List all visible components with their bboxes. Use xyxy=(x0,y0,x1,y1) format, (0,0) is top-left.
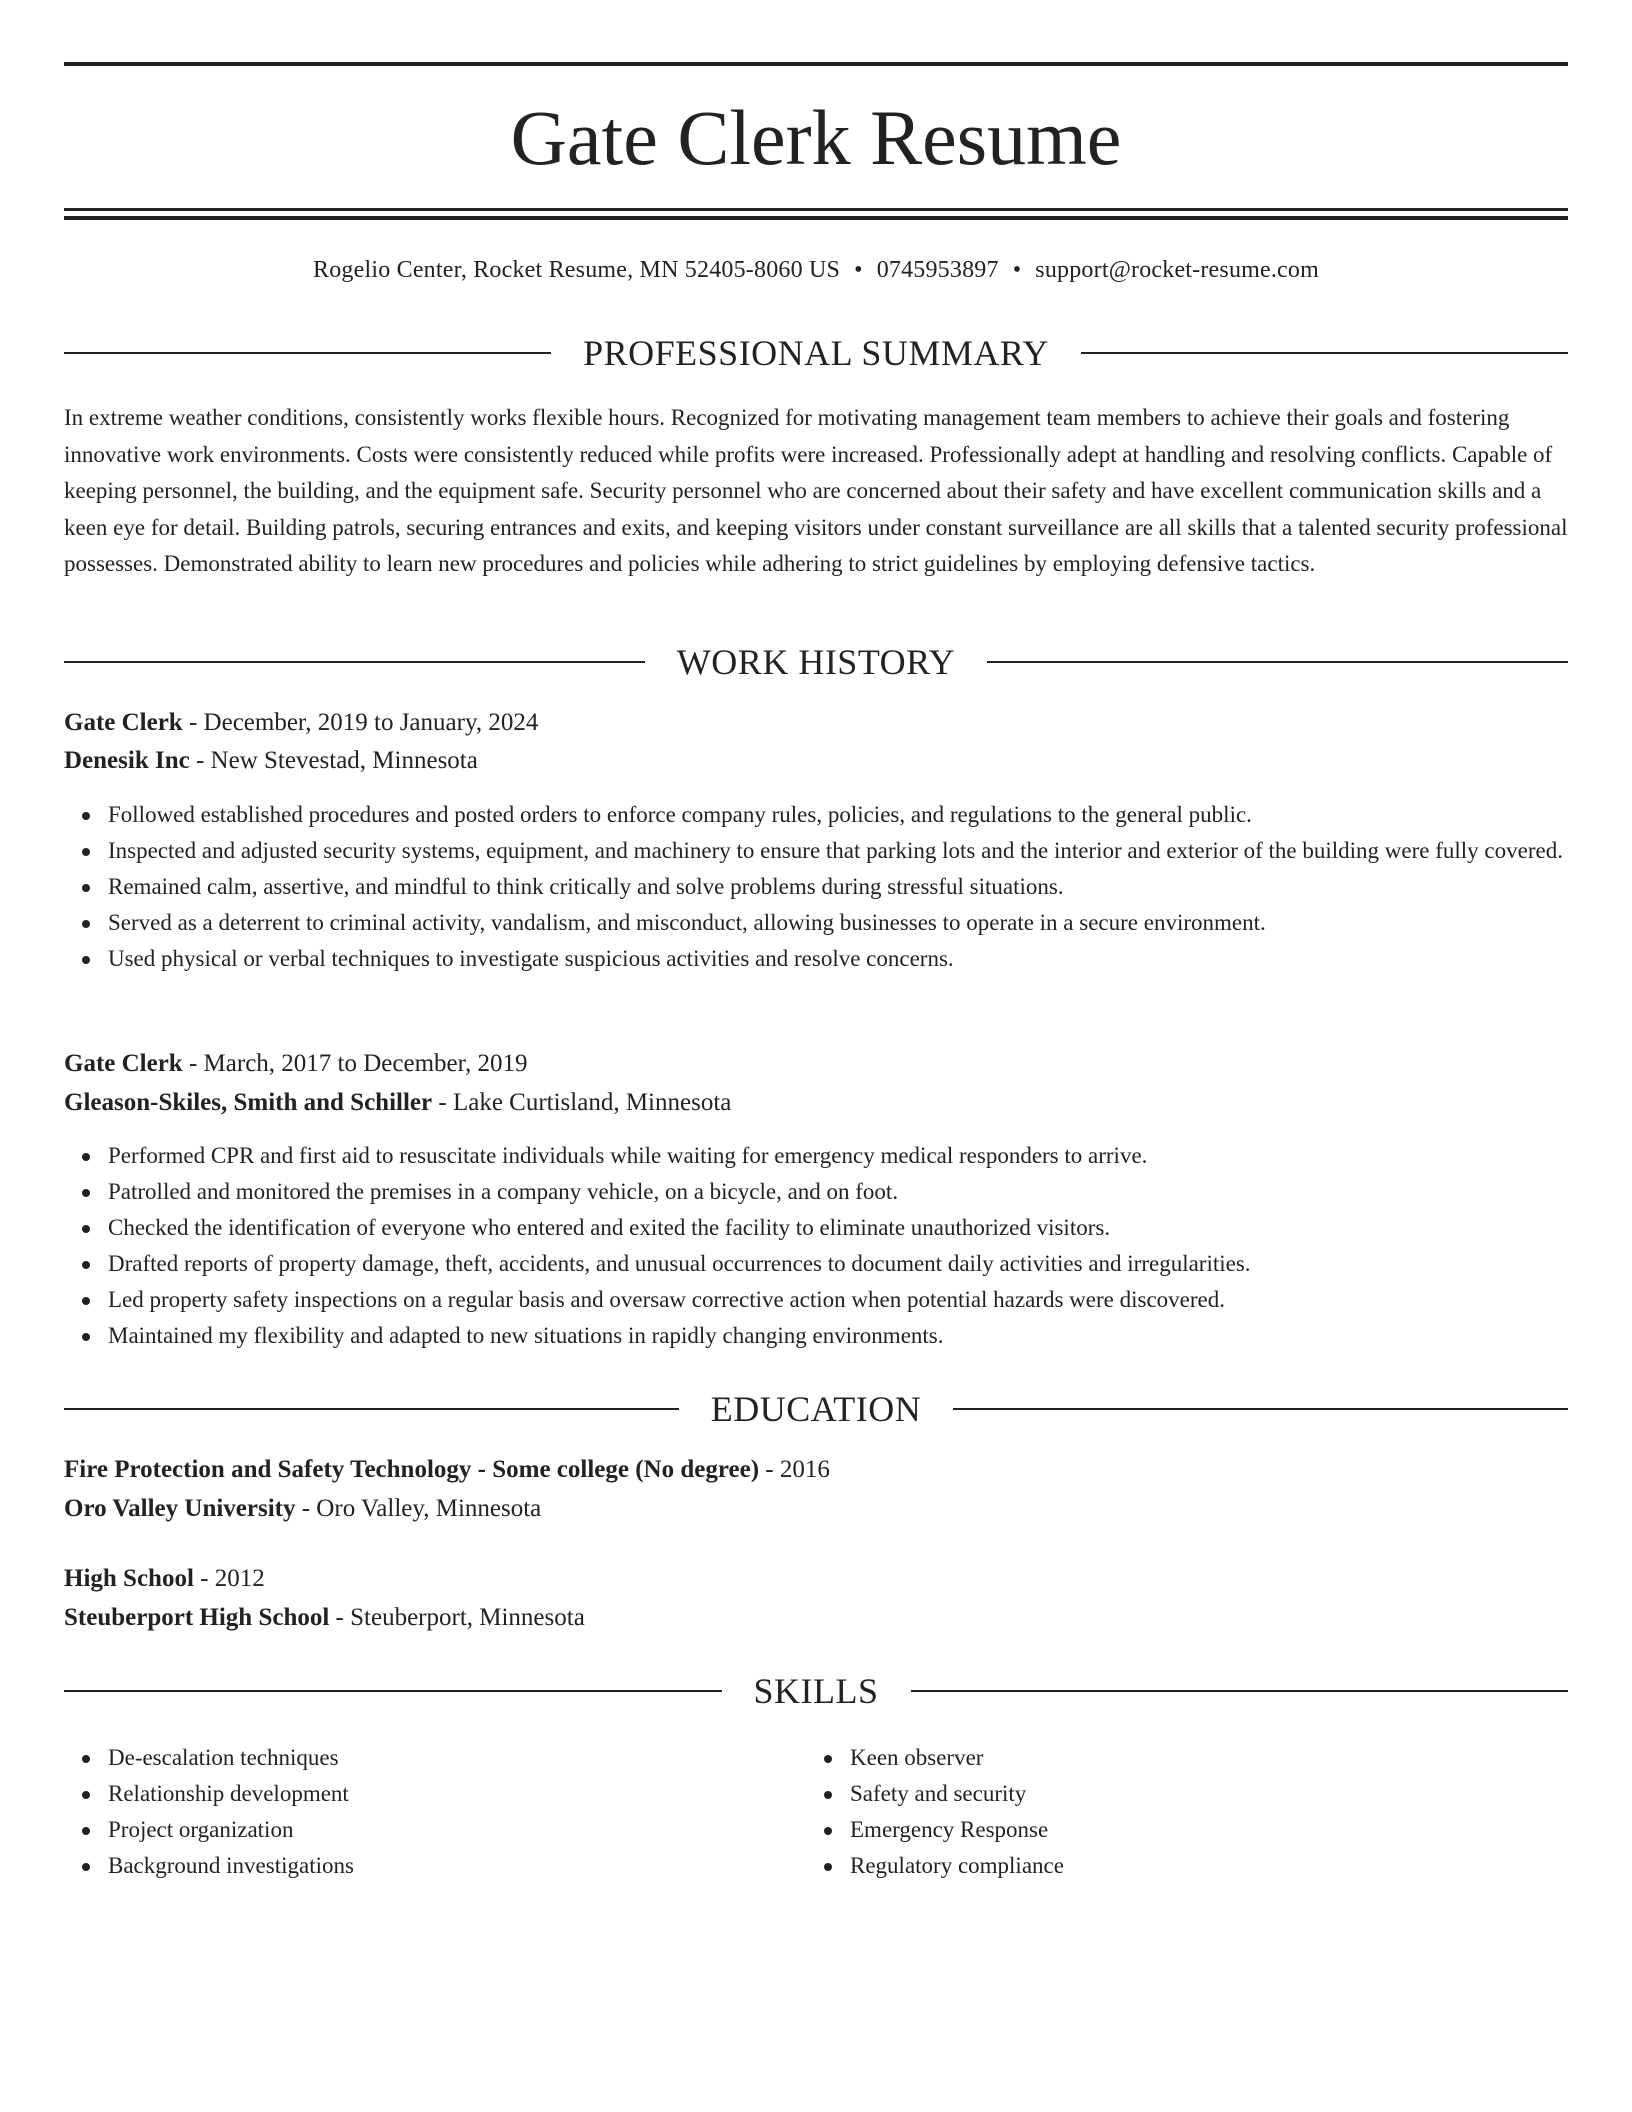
job-company: Gleason-Skiles, Smith and Schiller xyxy=(64,1089,433,1116)
job-company-line xyxy=(64,742,1568,780)
job-title-line xyxy=(64,704,1568,742)
skill-item: Keen observer xyxy=(850,1740,1506,1776)
job-bullets xyxy=(64,1138,1568,1354)
list-item: Checked the identification of everyone who entered and exited the facility to eliminate unauthorized visitors. xyxy=(108,1210,1568,1246)
section-title: EDUCATION xyxy=(710,1389,922,1429)
education-degree-line xyxy=(64,1560,1568,1598)
section-rule-right xyxy=(911,1690,1569,1692)
job-location: - Lake Curtisland, Minnesota xyxy=(432,1089,732,1116)
education-location: - Steuberport, Minnesota xyxy=(329,1604,585,1631)
section-rule-right xyxy=(987,661,1568,663)
contact-separator: • xyxy=(854,257,863,283)
education-degree-line xyxy=(64,1451,1568,1489)
education-year: - 2016 xyxy=(759,1456,830,1483)
skill-item: Background investigations xyxy=(108,1848,764,1884)
education-location: - Oro Valley, Minnesota xyxy=(295,1495,542,1522)
section-header-work-history xyxy=(64,639,1568,685)
section-header-education xyxy=(64,1386,1568,1432)
list-item: Led property safety inspections on a regular basis and oversaw corrective action when potential hazards were discovered. xyxy=(108,1282,1568,1318)
contact-phone: 0745953897 xyxy=(876,257,999,283)
skill-item: Relationship development xyxy=(108,1776,764,1812)
education-school: Steuberport High School xyxy=(64,1604,330,1631)
list-item: Served as a deterrent to criminal activity, vandalism, and misconduct, allowing businesses to operate in a secure environment. xyxy=(108,905,1568,941)
education-year: - 2012 xyxy=(193,1565,265,1592)
skills-list-right xyxy=(806,1740,1506,1884)
job-title: Gate Clerk xyxy=(64,709,183,736)
education-school-line xyxy=(64,1599,1568,1637)
section-title: WORK HISTORY xyxy=(676,642,956,682)
list-item: Maintained my flexibility and adapted to new situations in rapidly changing environments. xyxy=(108,1318,1568,1354)
job-title: Gate Clerk xyxy=(64,1050,183,1077)
skill-item: Project organization xyxy=(108,1812,764,1848)
resume-title: Gate Clerk Resume xyxy=(510,94,1122,181)
contact-email: support@rocket-resume.com xyxy=(1035,257,1319,283)
section-rule-left xyxy=(64,661,645,663)
header-double-rule-lower xyxy=(64,216,1568,220)
contact-separator: • xyxy=(1012,257,1022,283)
skill-item: Regulatory compliance xyxy=(850,1848,1506,1884)
list-item: Drafted reports of property damage, theft, accidents, and unusual occurrences to document daily activities and irregularities. xyxy=(108,1246,1568,1282)
job-company-line xyxy=(64,1084,1568,1122)
education-degree: High School xyxy=(64,1565,194,1592)
skill-item: Safety and security xyxy=(850,1776,1506,1812)
list-item: Remained calm, assertive, and mindful to think critically and solve problems during stressful situations. xyxy=(108,869,1568,905)
section-header-skills xyxy=(64,1668,1568,1714)
education-degree: Fire Protection and Safety Technology - Some college (No degree) xyxy=(64,1456,760,1483)
list-item: Performed CPR and first aid to resuscitate individuals while waiting for emergency medical responders to arrive. xyxy=(108,1138,1568,1174)
job-title-line xyxy=(64,1045,1568,1083)
job-company: Denesik Inc xyxy=(64,747,190,774)
skills-list-left xyxy=(64,1740,764,1884)
section-rule-left xyxy=(64,352,551,354)
skill-item: Emergency Response xyxy=(850,1812,1506,1848)
section-title: PROFESSIONAL SUMMARY xyxy=(583,333,1049,373)
job-dates: - December, 2019 to January, 2024 xyxy=(182,709,539,736)
list-item: Followed established procedures and posted orders to enforce company rules, policies, and regulations to the general public. xyxy=(108,797,1568,833)
summary-text: In extreme weather conditions, consistently works flexible hours. Recognized for motivating management team members to achieve their goals and fostering innovative work environments. Costs were consistently reduced while profits were increased. Professionally adept at handling and resolving conflicts. Capable of keeping personnel, the building, and the equipment safe. Security personnel who are concerned about their safety and have excellent communication skills and a keen eye for detail. Building patrols, securing entrances and exits, and keeping visitors under constant surveillance are all skills that a talented security professional possesses. Demonstrated ability to learn new procedures and policies while adhering to strict guidelines by employing defensive tactics. xyxy=(64,405,1568,576)
education-school-line xyxy=(64,1490,1568,1528)
list-item: Inspected and adjusted security systems, equipment, and machinery to ensure that parking lots and the interior and exterior of the building were fully covered. xyxy=(108,833,1568,869)
section-rule-left xyxy=(64,1408,679,1410)
list-item: Patrolled and monitored the premises in a company vehicle, on a bicycle, and on foot. xyxy=(108,1174,1568,1210)
section-rule-right xyxy=(953,1408,1568,1410)
job-dates: - March, 2017 to December, 2019 xyxy=(182,1050,528,1077)
section-header-summary xyxy=(64,330,1568,376)
header-double-rule-upper xyxy=(64,208,1568,211)
section-rule-right xyxy=(1081,352,1568,354)
skill-item: De-escalation techniques xyxy=(108,1740,764,1776)
job-bullets xyxy=(64,797,1568,977)
section-title: SKILLS xyxy=(753,1671,879,1711)
contact-address: Rogelio Center, Rocket Resume, MN 52405-8060 US xyxy=(313,257,841,283)
section-rule-left xyxy=(64,1690,722,1692)
contact-line xyxy=(64,254,1568,286)
list-item: Used physical or verbal techniques to investigate suspicious activities and resolve concerns. xyxy=(108,941,1568,977)
job-location: - New Stevestad, Minnesota xyxy=(189,747,478,774)
header-top-rule xyxy=(64,62,1568,66)
education-school: Oro Valley University xyxy=(64,1495,296,1522)
